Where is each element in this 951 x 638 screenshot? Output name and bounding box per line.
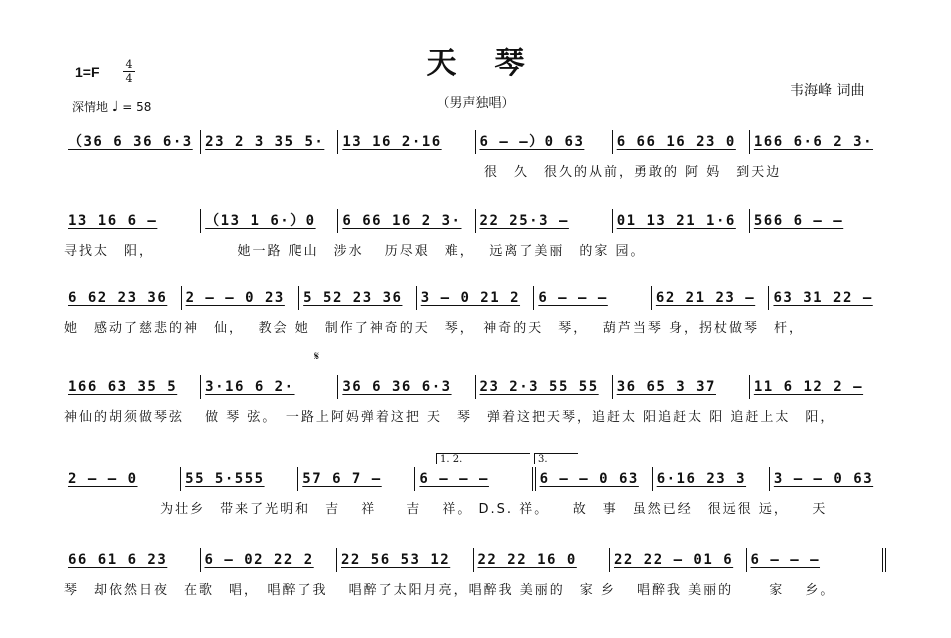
measure: 5 52 23 36 <box>299 286 417 310</box>
lyrics-line: 神仙的胡须做琴弦 做 琴 弦。 一路上阿妈弹着这把 天 琴 弹着这把天琴，追赶太 阳追赶太 阳 追赶上太 阳， <box>64 410 836 425</box>
segno-icon: 𝄋 <box>314 349 320 363</box>
measure: 6 – –）0 63 <box>476 130 613 154</box>
lyrics-line: 为壮乡 带来了光明和 吉 祥 吉 祥。 D.S. 祥。 故 事 虽然已经 很远很 远， 天 <box>64 502 828 517</box>
volta-bracket-1: 1. 2. <box>436 453 530 464</box>
volta-bracket-2: 3. <box>534 453 578 464</box>
measure: 01 13 21 1·6 <box>613 209 750 233</box>
measure: 22 22 – 01 6 <box>610 548 747 572</box>
measure: 166 6·6 2 3· <box>753 134 874 150</box>
measure: （36 6 36 6·3 <box>64 130 201 154</box>
lyrics-line: 很 久 很久的从前，勇敢的 阿 妈 到天边 <box>64 165 782 180</box>
measure: 6 – – – <box>534 286 652 310</box>
tempo-value: = 58 <box>122 100 152 114</box>
measure: 3 – 0 21 2 <box>417 286 535 310</box>
measure: 66 61 6 23 <box>64 548 201 572</box>
measure: 2 – – 0 23 <box>182 286 300 310</box>
measure: 13 16 6 – <box>64 209 201 233</box>
key-signature: 1=F <box>75 64 100 80</box>
measure: 2 – – 0 <box>64 467 181 491</box>
score-system-6 <box>64 546 886 606</box>
measure: 55 5·555 <box>181 467 298 491</box>
measure: 3 – – 0 63 <box>773 471 874 487</box>
measure: 57 6 7 – <box>298 467 415 491</box>
score-system-5 <box>64 454 886 525</box>
score-system-4 <box>64 349 886 433</box>
measure: 6 66 16 2 3· <box>338 209 475 233</box>
measure: 11 6 12 2 – <box>753 379 864 395</box>
lyrics-line: 寻找太 阳， 她一路 爬山 涉水 历尽艰 难， 远离了美丽 的家 园。 <box>64 244 646 259</box>
measure: 63 31 22 – <box>773 290 873 306</box>
notation-line <box>64 207 886 233</box>
time-signature-bottom: 4 <box>125 72 133 85</box>
measure: 6 66 16 23 0 <box>613 130 750 154</box>
time-signature <box>123 59 135 84</box>
measure: 6 – 02 22 2 <box>201 548 338 572</box>
measure: 36 65 3 37 <box>613 375 750 399</box>
measure: 6 – – – <box>747 548 887 572</box>
measure: 23 2·3 55 55 <box>476 375 613 399</box>
measure: 6·16 23 3 <box>653 467 770 491</box>
notation-line <box>64 128 886 154</box>
time-signature-top: 4 <box>125 58 133 71</box>
measure: 6 – – 0 63 <box>536 467 653 491</box>
composer-credit: 韦海峰 词曲 <box>790 83 865 99</box>
measure: 22 56 53 12 <box>337 548 474 572</box>
measure: 6 62 23 36 <box>64 286 182 310</box>
measure: 23 2 3 35 5· <box>201 130 338 154</box>
measure: 3·16 6 2· <box>201 375 338 399</box>
notation-line <box>64 373 886 399</box>
lyrics-line: 她 感动了慈悲的神 仙， 教会 她 制作了神奇的天 琴， 神奇的天 琴， 葫芦当琴 身，拐杖做琴 杆， <box>64 321 805 336</box>
notation-line <box>64 546 886 572</box>
score-system-2 <box>64 207 886 267</box>
notation-line <box>64 465 886 491</box>
score-system-3 <box>64 284 886 344</box>
measure: 36 6 36 6·3 <box>338 375 475 399</box>
song-title: 天琴 <box>426 46 563 81</box>
measure: 22 22 16 0 <box>474 548 611 572</box>
score-system-1 <box>64 128 886 188</box>
lyrics-line: 琴 却依然日夜 在歌 唱， 唱醉了我 唱醉了太阳月亮，唱醉我 美丽的 家 乡 唱醉我 美丽的 家 乡。 <box>64 583 836 598</box>
measure: （13 1 6·）0 <box>201 209 338 233</box>
tempo-text: 深情地 <box>72 100 109 114</box>
measure: 566 6 – – <box>753 213 844 229</box>
measure: 62 21 23 – <box>652 286 770 310</box>
quarter-note-icon: ♩ <box>111 99 119 115</box>
measure: 22 25·3 – <box>476 209 613 233</box>
measure: 166 63 35 5 <box>64 375 201 399</box>
notation-line <box>64 284 886 310</box>
measure: 13 16 2·16 <box>338 130 475 154</box>
performance-note: （男声独唱） <box>436 96 515 111</box>
measure: 6 – – – <box>415 467 535 491</box>
